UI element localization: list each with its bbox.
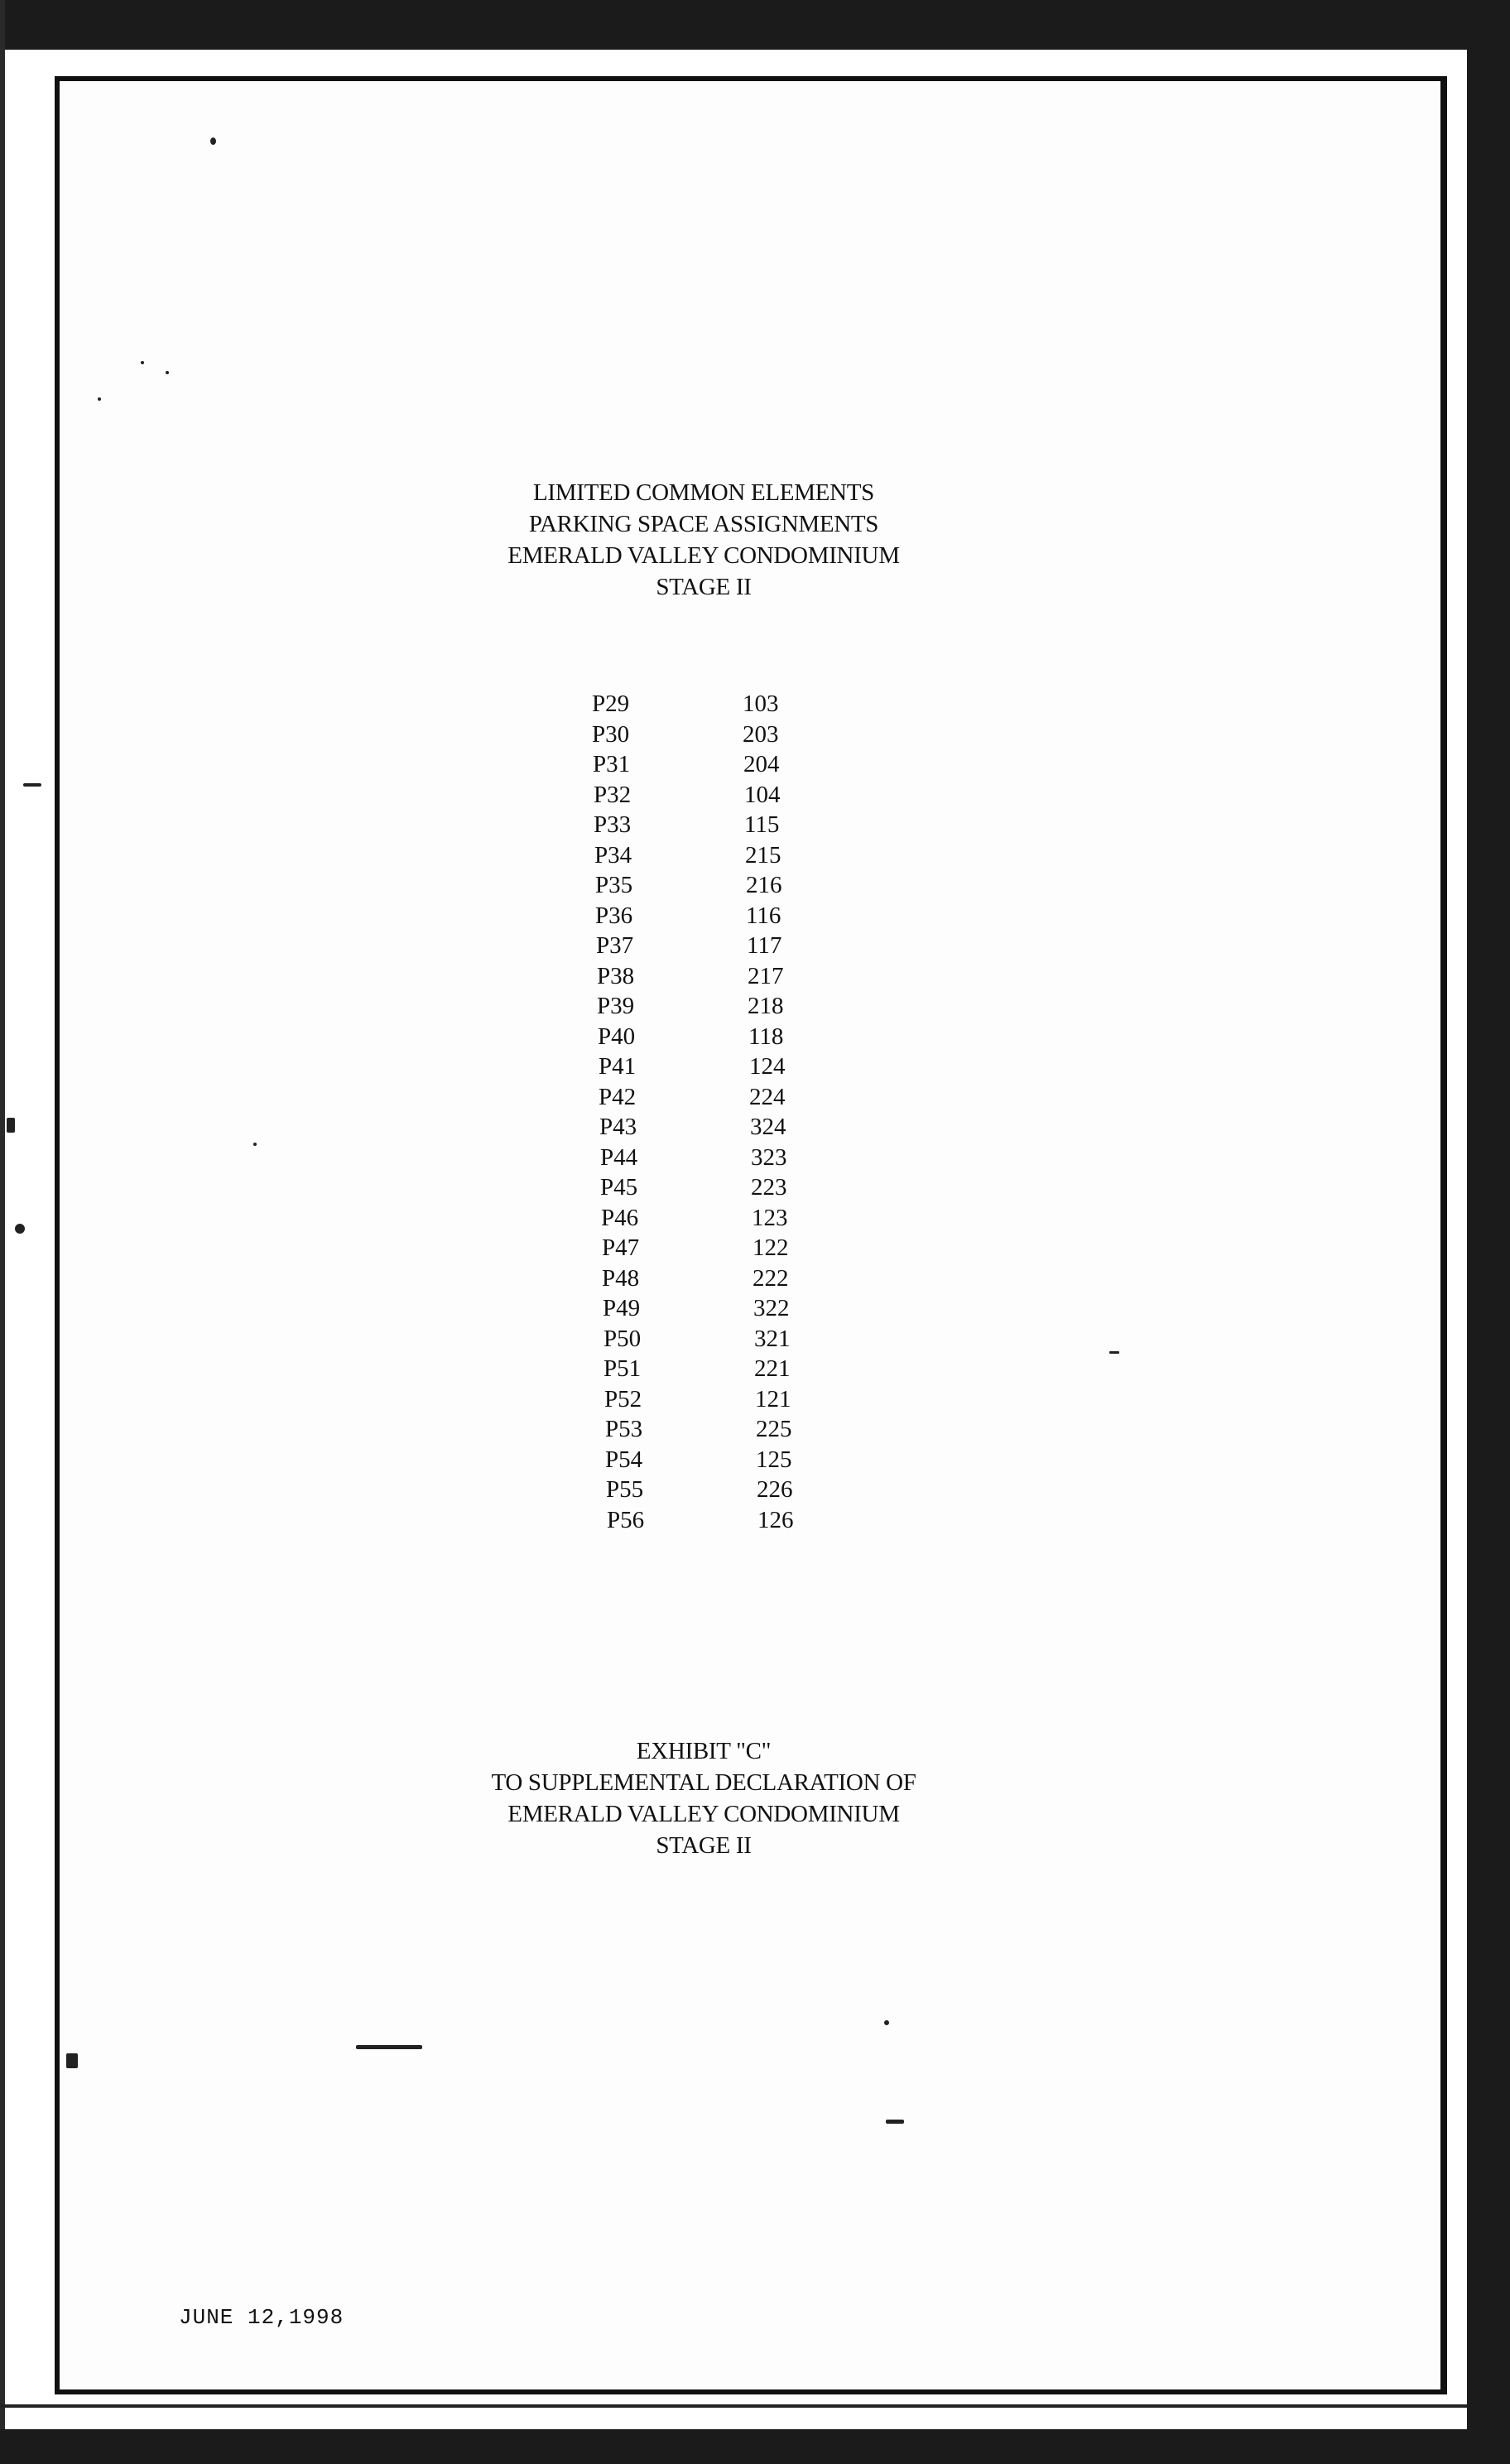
table-row — [605, 1445, 870, 1475]
table-row — [599, 1052, 863, 1082]
unit-number: 324 — [750, 1114, 786, 1140]
scan-speck — [141, 361, 144, 364]
unit-number: 223 — [751, 1174, 787, 1201]
unit-number: 117 — [747, 932, 782, 959]
table-row — [595, 901, 860, 931]
scan-border-top — [0, 0, 1510, 50]
table-row — [592, 689, 857, 719]
parking-space: P45 — [600, 1174, 638, 1201]
unit-number: 124 — [749, 1053, 786, 1080]
parking-space: P33 — [594, 811, 632, 838]
scan-speck — [884, 2020, 889, 2025]
unit-number: 122 — [753, 1234, 789, 1261]
table-row — [604, 1324, 868, 1355]
parking-space: P55 — [606, 1476, 644, 1503]
table-row — [604, 1354, 868, 1384]
unit-number: 225 — [756, 1416, 792, 1442]
unit-number: 323 — [751, 1143, 787, 1171]
exhibit-line-3: EMERALD VALLEY CONDOMINIUM — [507, 1801, 900, 1827]
table-row — [606, 1475, 871, 1505]
exhibit-line-2: TO SUPPLEMENTAL DECLARATION OF — [491, 1769, 916, 1796]
table-row — [600, 1172, 865, 1203]
unit-number: 215 — [745, 841, 781, 869]
parking-assignment-table — [579, 689, 844, 1535]
parking-space: P53 — [605, 1416, 643, 1442]
parking-space: P54 — [605, 1446, 643, 1473]
parking-space: P44 — [600, 1143, 638, 1171]
unit-number: 217 — [748, 962, 784, 989]
scan-border-bottom — [0, 2429, 1510, 2464]
unit-number: 216 — [746, 872, 782, 898]
table-row — [595, 870, 860, 901]
parking-space: P41 — [599, 1053, 637, 1080]
parking-space: P51 — [604, 1355, 642, 1382]
table-row — [599, 1082, 863, 1113]
scan-speck — [23, 783, 41, 787]
parking-space: P30 — [592, 720, 630, 748]
parking-space: P40 — [598, 1023, 636, 1050]
parking-space: P47 — [602, 1234, 640, 1261]
unit-number: 224 — [749, 1083, 786, 1110]
exhibit-line-4: STAGE II — [656, 1832, 752, 1859]
unit-number: 123 — [752, 1204, 788, 1231]
unit-number: 322 — [753, 1295, 790, 1321]
parking-space: P31 — [593, 751, 631, 777]
parking-space: P34 — [594, 841, 632, 869]
scan-speck — [7, 1118, 15, 1133]
table-row — [594, 840, 859, 871]
table-row — [604, 1384, 869, 1415]
unit-number: 115 — [744, 811, 780, 838]
exhibit-caption — [464, 1735, 944, 1861]
table-row — [592, 719, 857, 750]
table-row — [597, 961, 862, 992]
table-row — [598, 1022, 863, 1052]
parking-space: P39 — [597, 993, 635, 1019]
scan-speck — [1109, 1351, 1119, 1354]
heading-line-1: LIMITED COMMON ELEMENTS — [533, 479, 874, 506]
table-row — [599, 1112, 864, 1143]
parking-space: P35 — [595, 872, 633, 898]
scan-speck — [98, 397, 101, 401]
unit-number: 221 — [754, 1355, 791, 1382]
unit-number: 118 — [748, 1023, 784, 1050]
date-stamp: JUNE 12,1998 — [179, 2305, 344, 2330]
table-row — [594, 810, 858, 840]
parking-space: P48 — [602, 1264, 640, 1292]
scan-speck — [210, 137, 216, 145]
parking-space: P49 — [603, 1295, 641, 1321]
scan-speck — [886, 2120, 904, 2124]
heading — [464, 477, 944, 603]
parking-space: P32 — [594, 781, 632, 808]
unit-number: 218 — [748, 993, 784, 1019]
table-row — [600, 1143, 865, 1173]
heading-line-2: PARKING SPACE ASSIGNMENTS — [528, 511, 879, 537]
parking-space: P52 — [604, 1385, 642, 1412]
exhibit-line-1: EXHIBIT "C" — [636, 1738, 772, 1764]
unit-number: 126 — [757, 1506, 794, 1533]
unit-number: 104 — [744, 781, 781, 808]
table-row — [593, 749, 858, 780]
unit-number: 204 — [743, 751, 780, 777]
heading-line-3: EMERALD VALLEY CONDOMINIUM — [507, 542, 900, 569]
table-row — [603, 1293, 868, 1324]
parking-space: P37 — [596, 932, 634, 959]
scan-speck — [253, 1143, 257, 1146]
unit-number: 116 — [746, 902, 781, 929]
table-row — [594, 780, 858, 811]
parking-space: P43 — [599, 1114, 637, 1140]
scan-speck — [66, 2053, 78, 2068]
parking-space: P36 — [595, 902, 633, 929]
scan-border-right — [1467, 0, 1510, 2464]
parking-space: P56 — [607, 1506, 645, 1533]
unit-number: 222 — [753, 1264, 789, 1292]
table-row — [602, 1263, 867, 1294]
parking-space: P50 — [604, 1325, 642, 1352]
parking-space: P42 — [599, 1083, 637, 1110]
scan-speck — [166, 371, 169, 374]
table-row — [602, 1233, 867, 1263]
unit-number: 203 — [743, 720, 779, 748]
scan-speck — [356, 2045, 422, 2049]
table-row — [596, 931, 861, 961]
parking-space: P38 — [597, 962, 635, 989]
bottom-rule — [0, 2404, 1467, 2408]
scan-speck — [15, 1224, 25, 1234]
table-row — [601, 1203, 866, 1234]
unit-number: 125 — [756, 1446, 792, 1473]
table-row — [597, 991, 862, 1022]
parking-space: P46 — [601, 1204, 639, 1231]
unit-number: 121 — [755, 1385, 791, 1412]
unit-number: 321 — [754, 1325, 791, 1352]
unit-number: 226 — [757, 1476, 793, 1503]
unit-number: 103 — [743, 691, 779, 717]
scan-border-left — [0, 0, 5, 2464]
parking-space: P29 — [592, 691, 630, 717]
table-row — [607, 1505, 872, 1536]
heading-line-4: STAGE II — [656, 574, 752, 600]
table-row — [605, 1414, 870, 1445]
